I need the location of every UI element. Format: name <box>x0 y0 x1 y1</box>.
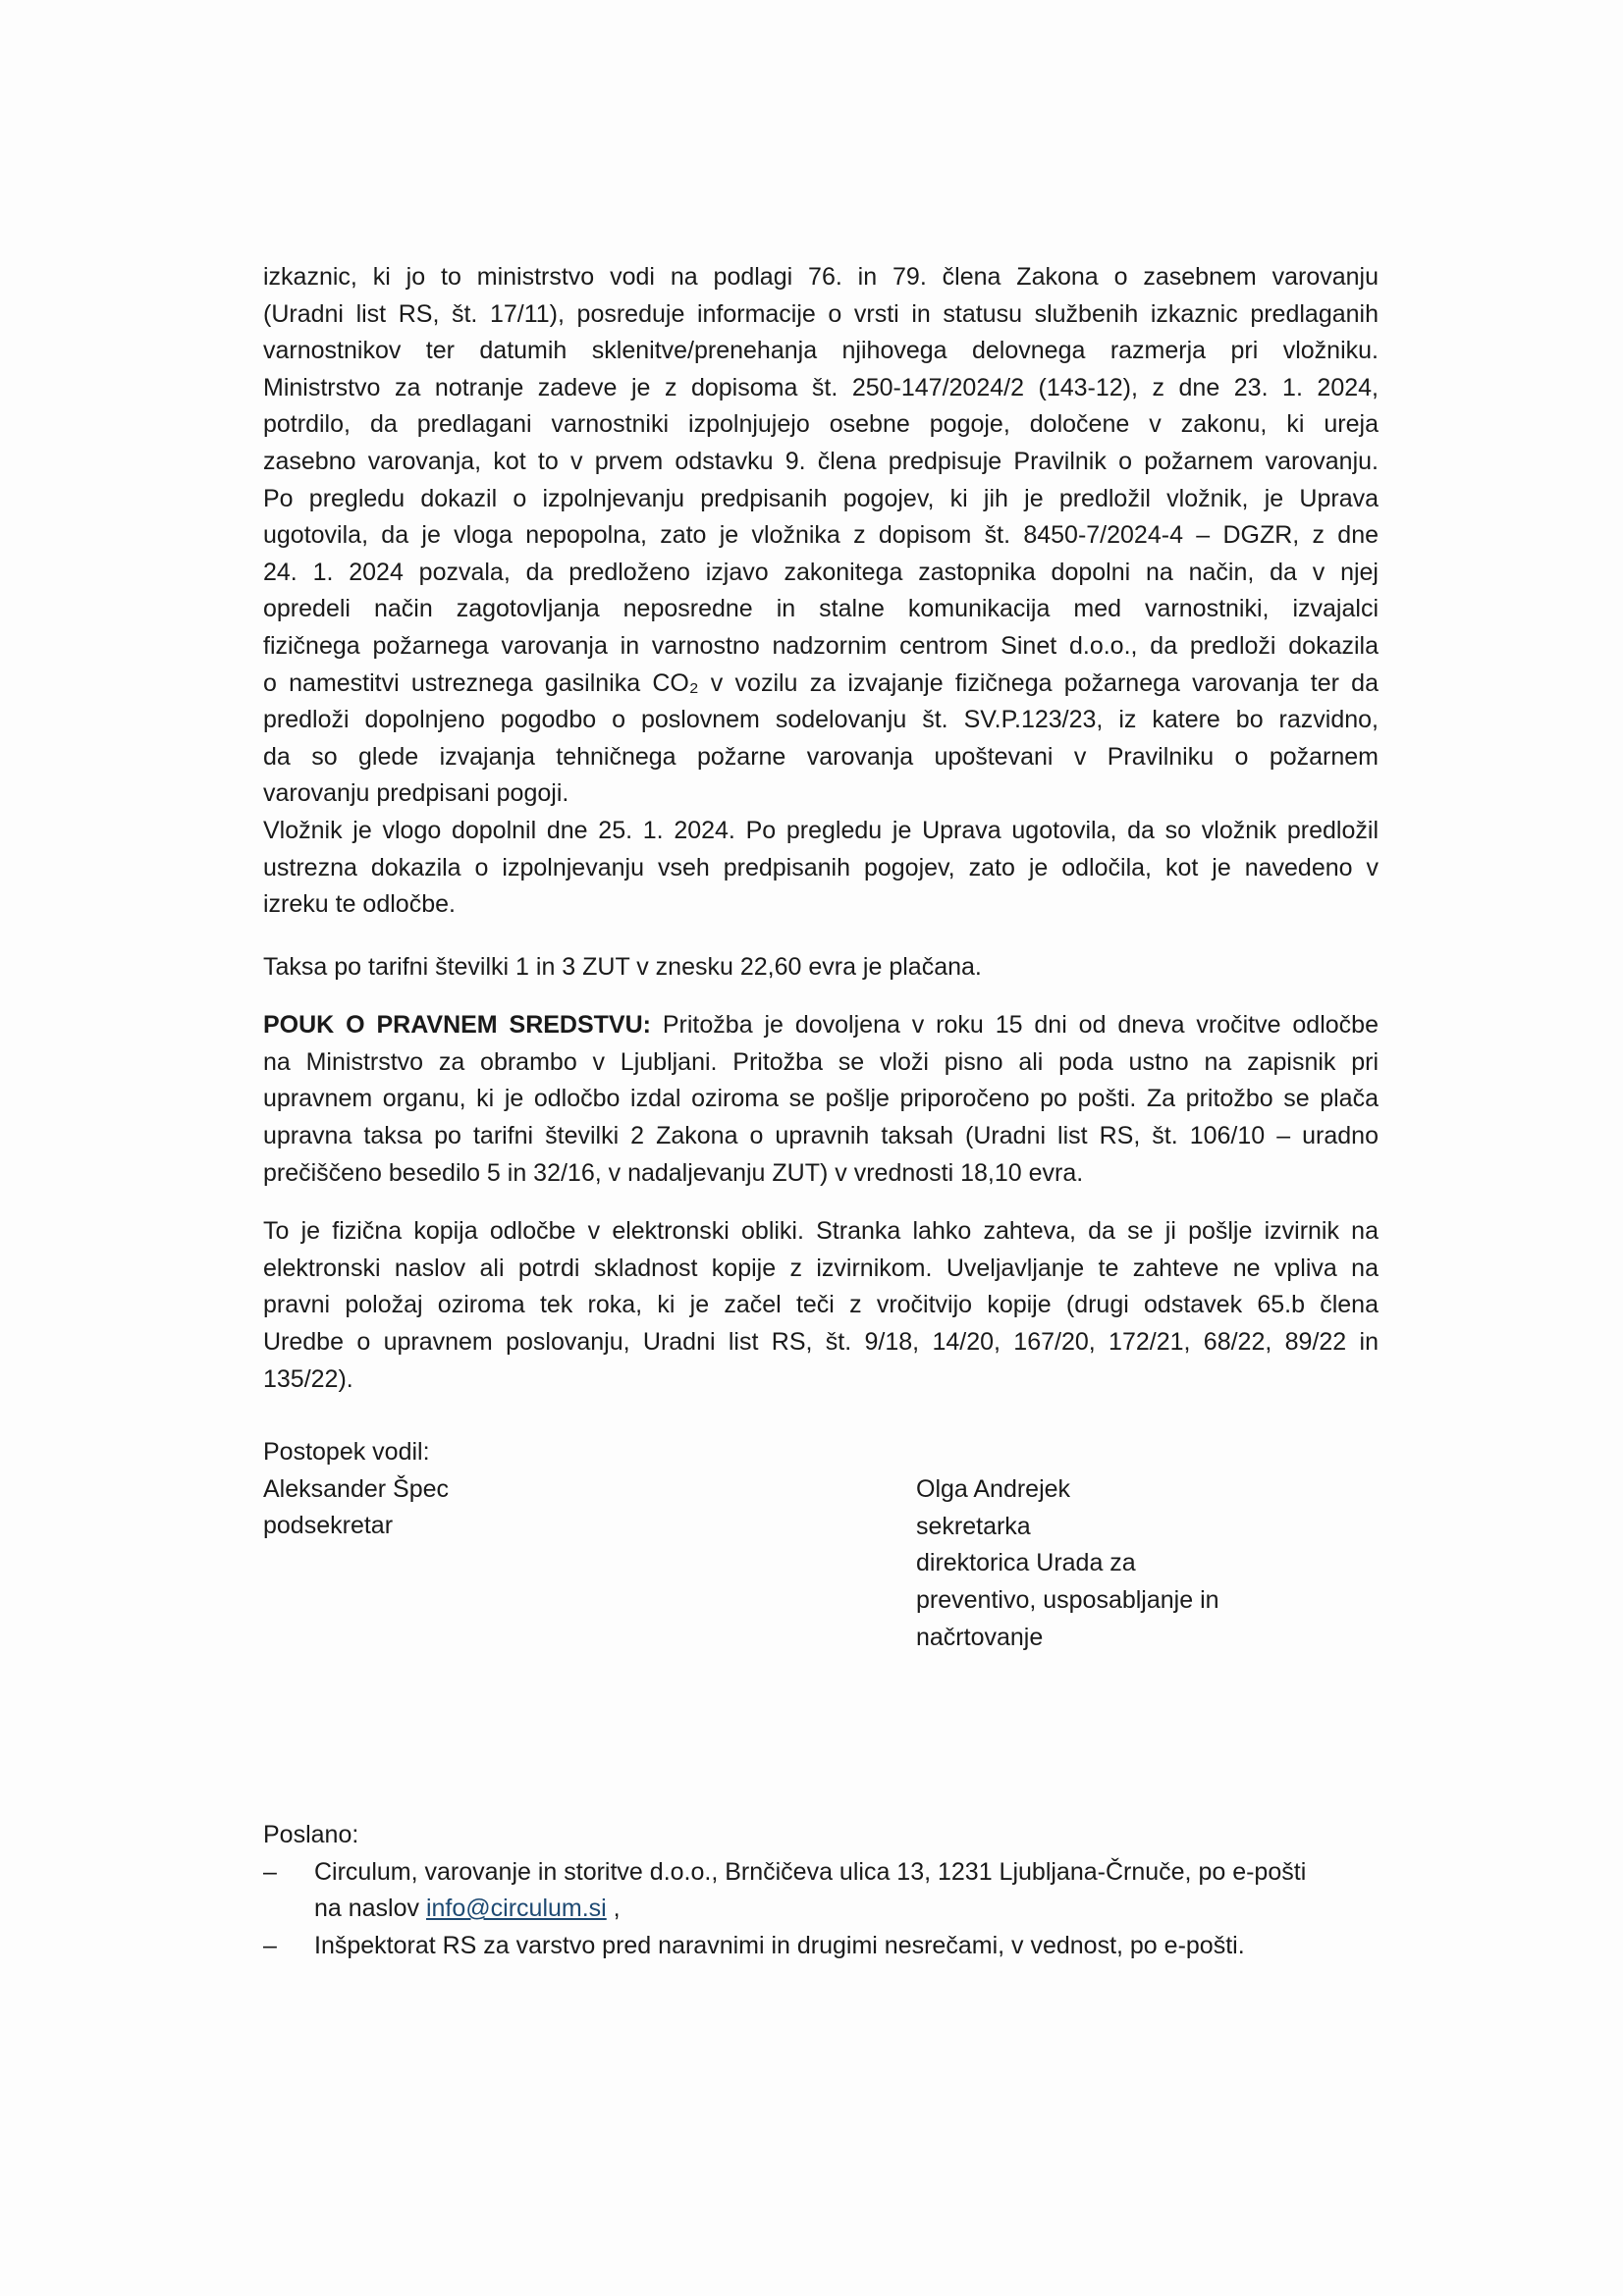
distribution-item-circulum <box>263 1854 1379 1928</box>
text-line: 24. 1. 2024 pozvala, da predloženo izjavo zakonitega zastopnika dopolni na način, da v njej <box>263 558 1379 586</box>
paragraph-main <box>263 259 1379 813</box>
text-line: upravnem organu, ki je odločbo izdal oziroma se pošlje priporočeno po pošti. Za pritožbo se plača <box>263 1085 1379 1113</box>
text-line: Vložnik je vlogo dopolnil dne 25. 1. 2024. Po pregledu je Uprava ugotovila, da so vložnik predložil <box>263 816 1379 844</box>
text-line: Po pregledu dokazil o izpolnjevanju predpisanih pogojev, ki jih je predložil vložnik, je Uprava <box>263 484 1379 512</box>
legal-remedy-first-line <box>263 1007 1379 1044</box>
text-line: pravni položaj oziroma tek roka, ki je začel teči z vročitvijo kopije (drugi odstavek 65.b člena <box>263 1291 1379 1319</box>
paragraph-copy-notice <box>263 1213 1379 1398</box>
distribution-label: Poslano: <box>263 1821 359 1849</box>
text-line: Uredbe o upravnem poslovanju, Uradni list RS, št. 9/18, 14/20, 167/20, 172/21, 68/22, 89/22 in <box>263 1328 1379 1357</box>
paragraph-legal-remedy <box>263 1007 1379 1192</box>
bullet-dash-icon: – <box>263 1931 277 1959</box>
text-line: preventivo, usposabljanje in <box>916 1586 1219 1614</box>
text-line: potrdilo, da predlagani varnostniki izpolnjujejo osebne pogoje, določene v zakonu, ki ureja <box>263 410 1379 439</box>
email-prefix-text: na naslov <box>314 1895 426 1923</box>
paragraph-fee <box>263 949 1379 987</box>
text-line: Taksa po tarifni številki 1 in 3 ZUT v znesku 22,60 evra je plačana. <box>263 952 982 981</box>
text-line: fizičnega požarnega varovanja in varnostno nadzornim centrom Sinet d.o.o., da predloži dokazila <box>263 631 1379 660</box>
text-line: izkaznic, ki jo to ministrstvo vodi na podlagi 76. in 79. člena Zakona o zasebnem varovanju <box>263 263 1379 291</box>
distribution-item-circulum-line2 <box>314 1891 1379 1928</box>
paragraph-supplement <box>263 813 1379 924</box>
signature-right-column <box>916 1471 1219 1656</box>
text-line: zasebno varovanja, kot to v prvem odstavku 9. člena predpisuje Pravilnik o požarnem varovanju. <box>263 447 1379 475</box>
legal-remedy-label: POUK O PRAVNEM SREDSTVU: <box>263 1011 651 1040</box>
text-line: prečiščeno besedilo 5 in 32/16, v nadaljevanju ZUT) v vrednosti 18,10 evra. <box>263 1158 1084 1187</box>
text-line: 135/22). <box>263 1364 353 1393</box>
text-line: Aleksander Špec <box>263 1474 450 1503</box>
text-line: da so glede izvajanja tehničnega požarne varovanja upoštevani v Pravilniku o požarnem <box>263 742 1379 771</box>
distribution-item-inspectorate <box>263 1928 1379 1965</box>
text-line: Postopek vodil: <box>263 1438 430 1467</box>
distribution-item-inspectorate-line: Inšpektorat RS za varstvo pred naravnimi in drugimi nesrečami, v vednost, po e-pošti. <box>314 1931 1245 1959</box>
text-line: ugotovila, da je vloga nepopolna, zato je vložnika z dopisom št. 8450-7/2024-4 – DGZR, z dne <box>263 521 1379 550</box>
text-line: sekretarka <box>916 1512 1031 1540</box>
text-line: upravna taksa po tarifni številki 2 Zakona o upravnih taksah (Uradni list RS, št. 106/10 – uradno <box>263 1122 1379 1150</box>
document-body <box>263 259 1379 1965</box>
text-line: elektronski naslov ali potrdi skladnost kopije z izvirnikom. Uveljavljanje te zahteve ne vpliva na <box>263 1254 1379 1282</box>
text-line: ustrezna dokazila o izpolnjevanju vseh predpisanih pogojev, zato je odločila, kot je navedeno v <box>263 853 1379 881</box>
distribution-block <box>263 1817 1379 1964</box>
text-line: varnostnikov ter datumih sklenitve/prenehanja njihovega delovnega razmerja pri vložniku. <box>263 337 1379 365</box>
signature-block <box>263 1434 1379 1656</box>
signature-left-column <box>263 1434 916 1656</box>
email-suffix-text: , <box>606 1895 621 1923</box>
text-line: opredeli način zagotovljanja neposredne in stalne komunikacija med varnostniki, izvajalci <box>263 595 1379 623</box>
bullet-dash-icon: – <box>263 1857 277 1886</box>
text-line: predloži dopolnjeno pogodbo o poslovnem sodelovanju št. SV.P.123/23, iz katere bo razvidno, <box>263 706 1379 734</box>
distribution-item-circulum-line1: Circulum, varovanje in storitve d.o.o., Brnčičeva ulica 13, 1231 Ljubljana-Črnuče, po e-pošti <box>314 1857 1307 1886</box>
text-line: (Uradni list RS, št. 17/11), posreduje informacije o vrsti in statusu službenih izkaznic predlaganih <box>263 299 1379 328</box>
legal-remedy-first-line-rest: Pritožba je dovoljena v roku 15 dni od dneva vročitve odločbe <box>650 1011 1379 1040</box>
text-line: izreku te odločbe. <box>263 890 456 919</box>
text-line: o namestitvi ustreznega gasilnika CO₂ v vozilu za izvajanje fizičnega požarnega varovanja ter da <box>263 668 1379 697</box>
text-line: Ministrstvo za notranje zadeve je z dopisoma št. 250-147/2024/2 (143-12), z dne 23. 1. 2024, <box>263 373 1379 401</box>
text-line: varovanju predpisani pogoji. <box>263 779 569 808</box>
text-line: Olga Andrejek <box>916 1475 1071 1504</box>
legal-remedy-lines <box>263 1044 1379 1192</box>
email-link[interactable]: info@circulum.si <box>425 1895 607 1923</box>
text-line: načrtovanje <box>916 1623 1044 1651</box>
text-line: podsekretar <box>263 1512 394 1540</box>
text-line: direktorica Urada za <box>916 1549 1136 1577</box>
text-line: To je fizična kopija odločbe v elektronski obliki. Stranka lahko zahteva, da se ji pošlje izvirnik na <box>263 1217 1379 1246</box>
text-line: na Ministrstvo za obrambo v Ljubljani. Pritožba se vloži pisno ali poda ustno na zapisnik pri <box>263 1047 1379 1076</box>
